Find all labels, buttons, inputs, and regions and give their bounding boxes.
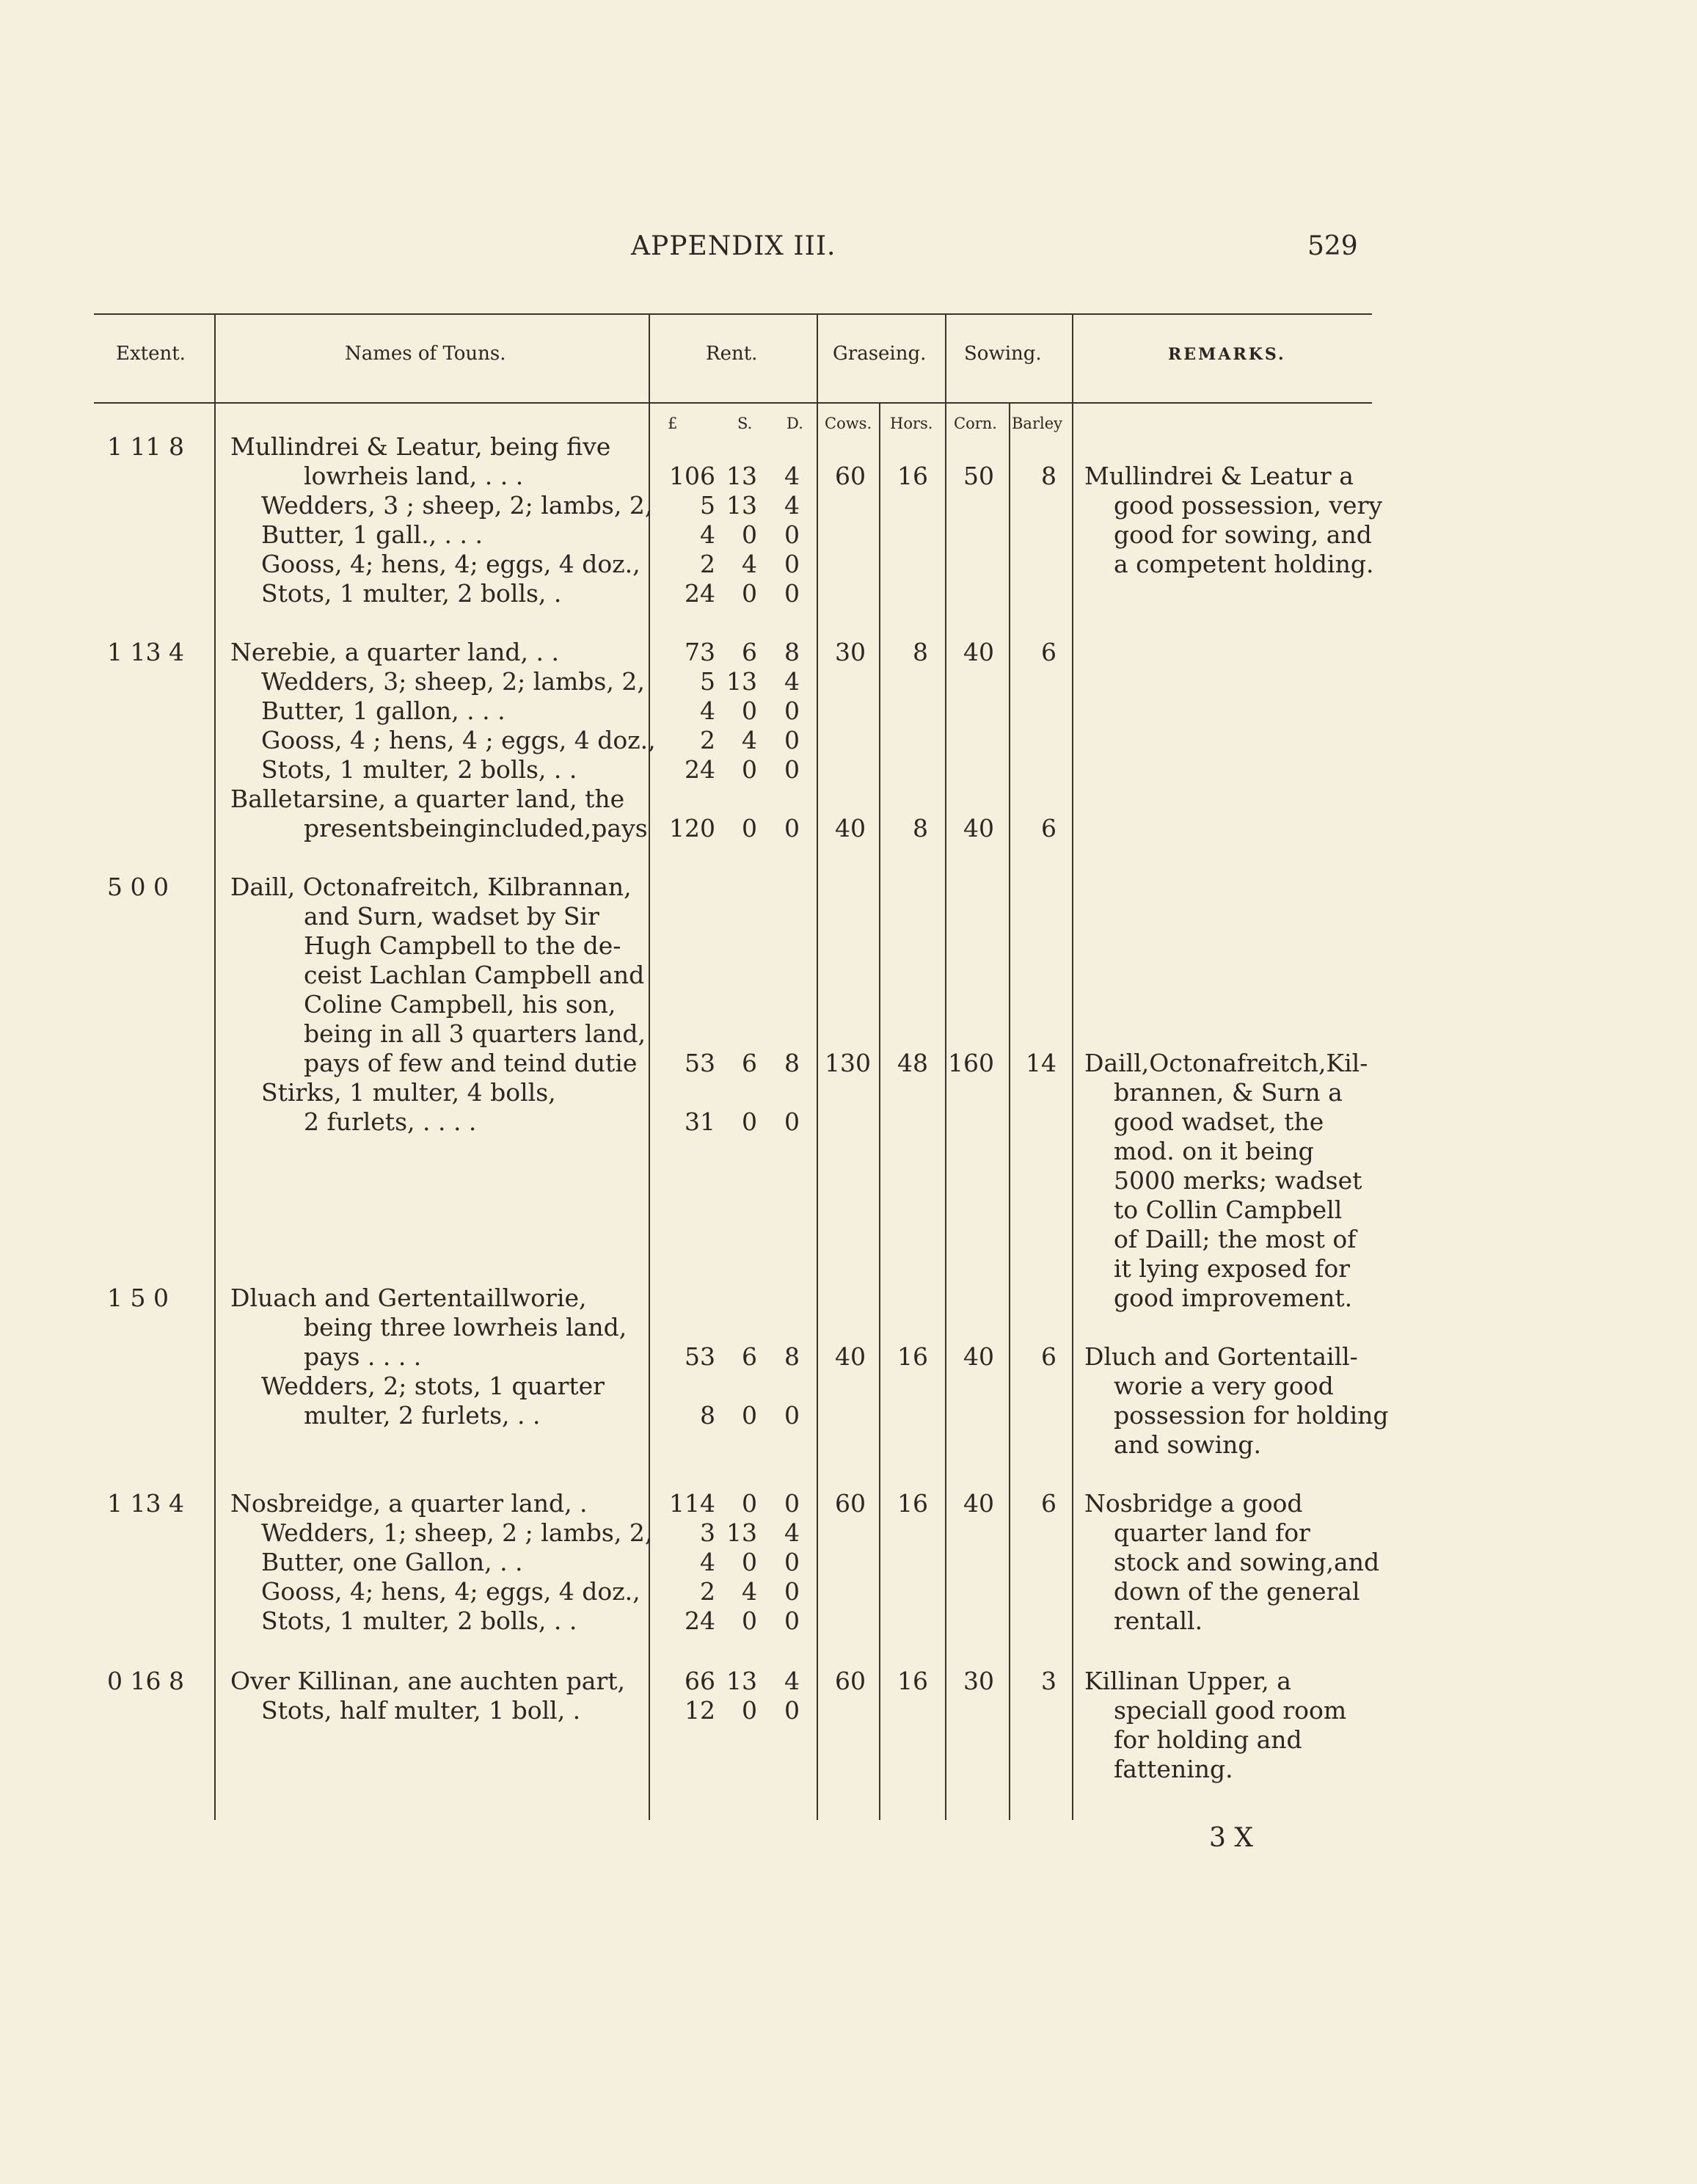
toun-line: Gooss, 4; hens, 4; eggs, 4 doz., [261,1577,641,1606]
toun-line: Butter, one Gallon, . . [261,1548,523,1576]
rent-pounds: 5 [700,491,715,520]
rent-shillings: 13 [726,462,757,490]
hors-value: 8 [913,814,928,842]
rent-pounds: 5 [700,667,715,696]
toun-line: Stots, half multer, 1 boll, . [261,1696,581,1725]
subheader-hors: Hors. [890,415,933,432]
rent-shillings: 13 [726,667,757,696]
rent-pence: 0 [784,1107,800,1136]
remark-line: Mullindrei & Leatur a [1084,462,1354,490]
rent-pence: 4 [784,1667,800,1695]
toun-line: Wedders, 3 ; sheep, 2; lambs, 2, [261,491,653,520]
remark-line: Killinan Upper, a [1084,1667,1291,1695]
rent-shillings: 0 [742,1696,757,1725]
rent-pounds: 4 [700,520,715,549]
rent-pounds: 120 [669,814,715,842]
toun-line: Stots, 1 multer, 2 bolls, . . [261,1606,577,1635]
toun-line: 2 furlets, . . . . [304,1107,477,1136]
rent-pence: 4 [784,462,800,490]
remark-line: 5000 merks; wadset [1114,1166,1362,1195]
toun-line: Balletarsine, a quarter land, the [230,785,625,813]
toun-line: multer, 2 furlets, . . [304,1401,541,1430]
extent-value: 0 16 8 [107,1667,184,1695]
rent-pounds: 12 [685,1696,715,1725]
remark-line: to Collin Campbell [1114,1195,1343,1224]
rent-shillings: 0 [742,1606,757,1635]
rent-pounds: 73 [685,638,715,666]
rent-pence: 0 [784,755,800,784]
rent-pence: 0 [784,579,800,608]
toun-line: Stirks, 1 multer, 4 bolls, [261,1078,556,1107]
rent-shillings: 4 [742,726,757,754]
remark-line: speciall good room [1114,1696,1347,1725]
subheader-pounds: £ [668,415,678,432]
running-title: APPENDIX III. [631,231,836,261]
extent-value: 1 13 4 [107,1489,184,1518]
rent-shillings: 0 [742,1489,757,1518]
remark-line: it lying exposed for [1114,1254,1350,1283]
remark-line: quarter land for [1114,1518,1310,1547]
hors-value: 16 [897,1342,928,1371]
rent-pounds: 53 [685,1342,715,1371]
toun-line: Hugh Campbell to the de- [304,931,621,960]
rent-pence: 0 [784,1548,800,1576]
rent-pence: 0 [784,1489,800,1518]
remark-line: worie a very good [1114,1372,1334,1400]
toun-line: Wedders, 1; sheep, 2 ; lambs, 2, [261,1518,653,1547]
toun-line: Mullindrei & Leatur, being five [230,432,611,461]
toun-line: Daill, Octonafreitch, Kilbrannan, [230,873,632,901]
rent-pounds: 8 [700,1401,715,1430]
rent-pounds: 4 [700,696,715,725]
toun-line: Butter, 1 gall., . . . [261,520,483,549]
column-subdivider [1009,404,1010,1820]
barley-value: 3 [1041,1667,1056,1695]
remark-line: good possession, very [1114,491,1382,520]
remark-line: mod. on it being [1114,1137,1314,1165]
header-remarks: REMARKS. [1168,345,1286,364]
rent-shillings: 13 [726,1518,757,1547]
rent-pence: 0 [784,550,800,578]
cows-value: 30 [835,638,866,666]
toun-line: Wedders, 3; sheep, 2; lambs, 2, [261,667,645,696]
rent-shillings: 6 [742,1342,757,1371]
toun-line: Butter, 1 gallon, . . . [261,696,506,725]
remark-line: a competent holding. [1114,550,1374,578]
page-number: 529 [1307,231,1358,261]
rent-pence: 0 [784,520,800,549]
remark-line: Nosbridge a good [1084,1489,1303,1518]
corn-value: 40 [963,638,994,666]
rent-shillings: 13 [726,491,757,520]
toun-line: presentsbeingincluded,pays [304,814,648,842]
rent-shillings: 0 [742,814,757,842]
toun-line: Coline Campbell, his son, [304,990,616,1019]
toun-line: pays of few and teind dutie [304,1049,638,1077]
rent-shillings: 0 [742,1548,757,1576]
rent-pence: 0 [784,1606,800,1635]
rent-pence: 4 [784,491,800,520]
toun-line: Wedders, 2; stots, 1 quarter [261,1372,605,1400]
rent-pounds: 2 [700,1577,715,1606]
subheader-shillings: S. [737,415,753,432]
remark-line: good wadset, the [1114,1107,1324,1136]
remark-line: possession for holding [1114,1401,1389,1430]
rent-pence: 8 [784,1342,800,1371]
toun-line: Gooss, 4; hens, 4; eggs, 4 doz., [261,550,641,578]
subheader-barley: Barley [1012,415,1062,432]
rent-pounds: 31 [685,1107,715,1136]
remark-line: rentall. [1114,1606,1203,1635]
toun-line: being three lowrheis land, [304,1313,627,1342]
corn-value: 40 [963,1489,994,1518]
rent-shillings: 0 [742,579,757,608]
rent-pounds: 2 [700,550,715,578]
remark-line: for holding and [1114,1725,1302,1754]
rent-pounds: 24 [685,1606,715,1635]
rent-pounds: 4 [700,1548,715,1576]
barley-value: 6 [1041,1342,1056,1371]
toun-line: ceist Lachlan Campbell and [304,961,645,989]
corn-value: 40 [963,814,994,842]
barley-value: 6 [1041,814,1056,842]
header-rent: Rent. [706,343,758,365]
barley-value: 8 [1041,462,1056,490]
extent-value: 5 0 0 [107,873,169,901]
corn-value: 160 [948,1049,994,1077]
cows-value: 130 [825,1049,871,1077]
remark-line: Daill,Octonafreitch,Kil- [1084,1049,1368,1077]
hors-value: 16 [897,1667,928,1695]
remark-line: and sowing. [1114,1430,1262,1459]
header-sowing: Sowing. [964,343,1042,365]
rent-pounds: 114 [669,1489,715,1518]
remark-line: good improvement. [1114,1284,1353,1312]
remark-line: brannen, & Surn a [1114,1078,1343,1107]
rent-pounds: 66 [685,1667,715,1695]
rent-shillings: 4 [742,550,757,578]
header-extent: Extent. [116,343,186,365]
rent-shillings: 0 [742,520,757,549]
rent-pence: 0 [784,726,800,754]
hors-value: 8 [913,638,928,666]
column-subdivider [879,404,880,1820]
extent-value: 1 13 4 [107,638,184,666]
rent-pence: 0 [784,814,800,842]
rent-pounds: 24 [685,579,715,608]
column-divider [817,314,818,1820]
hors-value: 16 [897,1489,928,1518]
cows-value: 40 [835,814,866,842]
column-divider [1072,314,1073,1820]
toun-line: Dluach and Gertentaillworie, [230,1284,587,1312]
rent-shillings: 13 [726,1667,757,1695]
cows-value: 60 [835,462,866,490]
corn-value: 30 [963,1667,994,1695]
rent-shillings: 6 [742,638,757,666]
remark-line: good for sowing, and [1114,520,1372,549]
column-divider [214,314,216,1820]
column-divider [649,314,650,1820]
hors-value: 48 [897,1049,928,1077]
barley-value: 6 [1041,638,1056,666]
cows-value: 60 [835,1667,866,1695]
remark-line: of Daill; the most of [1114,1225,1357,1253]
toun-line: and Surn, wadset by Sir [304,902,599,931]
subheader-pence: D. [787,415,803,432]
rent-pence: 4 [784,1518,800,1547]
toun-line: lowrheis land, . . . [304,462,524,490]
hors-value: 16 [897,462,928,490]
toun-line: Nerebie, a quarter land, . . [230,638,559,666]
rent-pence: 0 [784,696,800,725]
remark-line: Dluch and Gortentaill- [1084,1342,1358,1371]
rent-pounds: 106 [669,462,715,490]
signature-mark: 3 X [1209,1823,1253,1853]
remark-line: fattening. [1114,1755,1233,1783]
toun-line: Stots, 1 multer, 2 bolls, . [261,579,562,608]
remark-line: down of the general [1114,1577,1360,1606]
rent-pence: 0 [784,1577,800,1606]
toun-line: Over Killinan, ane auchten part, [230,1667,625,1695]
header-graseing: Graseing. [833,343,927,365]
rent-pounds: 3 [700,1518,715,1547]
header-names: Names of Touns. [345,343,506,365]
barley-value: 6 [1041,1489,1056,1518]
corn-value: 40 [963,1342,994,1371]
rent-shillings: 6 [742,1049,757,1077]
subheader-cows: Cows. [825,415,872,432]
rent-pence: 0 [784,1401,800,1430]
corn-value: 50 [963,462,994,490]
toun-line: Nosbreidge, a quarter land, . [230,1489,588,1518]
toun-line: being in all 3 quarters land, [304,1019,646,1048]
subheader-corn: Corn. [954,415,997,432]
barley-value: 14 [1026,1049,1056,1077]
toun-line: Stots, 1 multer, 2 bolls, . . [261,755,577,784]
rent-pounds: 24 [685,755,715,784]
rent-shillings: 4 [742,1577,757,1606]
rent-shillings: 0 [742,1107,757,1136]
cows-value: 60 [835,1489,866,1518]
toun-line: Gooss, 4 ; hens, 4 ; eggs, 4 doz., [261,726,656,754]
rent-pence: 8 [784,638,800,666]
rent-pounds: 53 [685,1049,715,1077]
rent-pounds: 2 [700,726,715,754]
rent-shillings: 0 [742,755,757,784]
rent-shillings: 0 [742,696,757,725]
rent-pence: 8 [784,1049,800,1077]
rent-pence: 0 [784,1696,800,1725]
table-header-rule [94,402,1372,404]
cows-value: 40 [835,1342,866,1371]
rent-shillings: 0 [742,1401,757,1430]
extent-value: 1 11 8 [107,432,184,461]
extent-value: 1 5 0 [107,1284,169,1312]
remark-line: stock and sowing,and [1114,1548,1380,1576]
table-top-rule [94,313,1372,315]
rent-pence: 4 [784,667,800,696]
toun-line: pays . . . . [304,1342,422,1371]
